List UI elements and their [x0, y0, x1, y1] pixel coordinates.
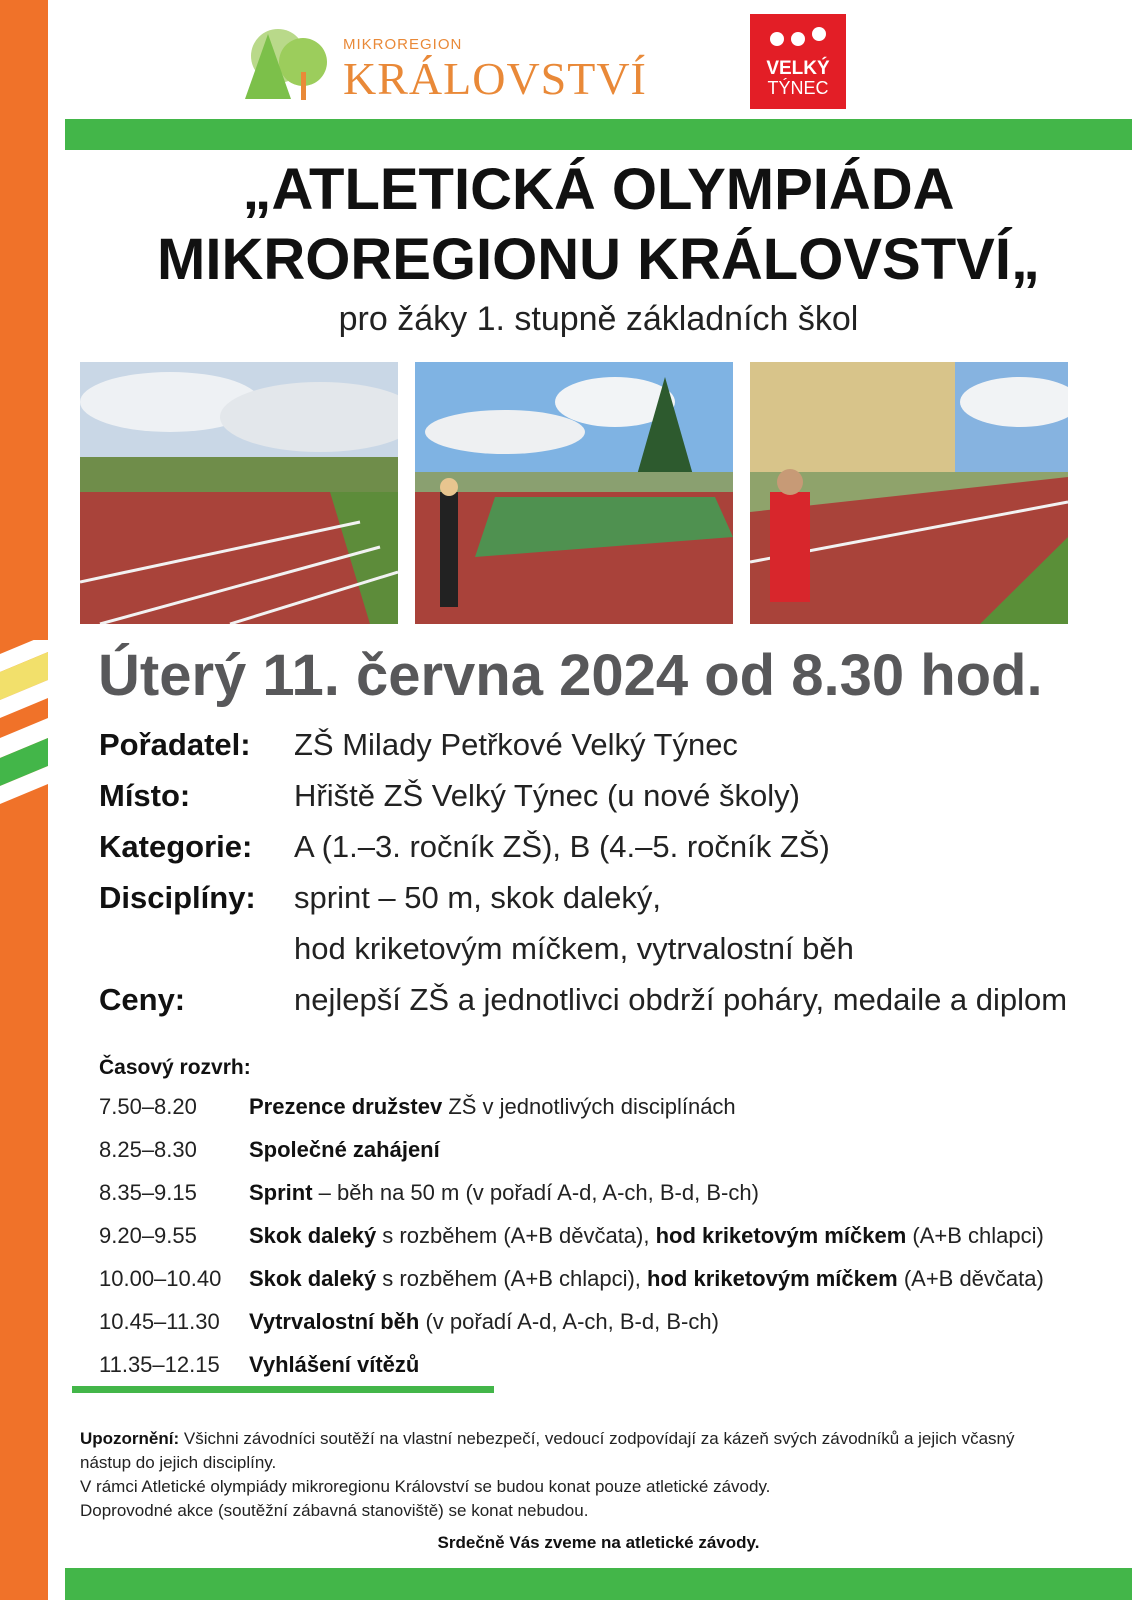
velky-tynec-line1: VELKÝ [766, 58, 830, 79]
info-label: Ceny: [99, 982, 186, 1017]
schedule-desc: Sprint – běh na 50 m (v pořadí A-d, A-ch, B-d, B-ch) [249, 1180, 759, 1205]
info-value: A (1.–3. ročník ZŠ), B (4.–5. ročník ZŠ) [294, 829, 830, 864]
title-line-1: „ATLETICKÁ OLYMPIÁDA [242, 157, 955, 222]
info-label: Pořadatel: [99, 727, 251, 762]
schedule-time: 7.50–8.20 [99, 1094, 197, 1119]
schedule-time: 11.35–12.15 [99, 1352, 220, 1377]
top-green-bar [65, 119, 1132, 150]
photo-3 [750, 362, 1068, 624]
schedule-time: 8.25–8.30 [99, 1137, 197, 1162]
schedule-title: Časový rozvrh: [99, 1056, 251, 1079]
notice-para-1: Upozornění: Všichni závodníci soutěží na vlastní nebezpečí, vedoucí zodpovídají za kázeň svých závodníků a jejich včasný nástup do jejich disciplíny. [80, 1429, 1015, 1472]
info-value: sprint – 50 m, skok daleký, [294, 880, 661, 915]
notice-para-3: Doprovodné akce (soutěžní zábavná stanoviště) se konat nebudou. [80, 1501, 589, 1520]
info-value: nejlepší ZŠ a jednotlivci obdrží poháry, medaile a diplom [294, 982, 1068, 1017]
schedule-desc: Společné zahájení [249, 1137, 440, 1162]
info-label: Kategorie: [99, 829, 253, 864]
divider-line [72, 1386, 494, 1393]
schedule-desc: Vyhlášení vítězů [249, 1352, 420, 1377]
velky-tynec-line2: TÝNEC [767, 78, 829, 98]
info-label: Disciplíny: [99, 880, 256, 915]
tree-logo-icon [243, 24, 343, 104]
page-title [65, 155, 1132, 295]
bottom-green-bar [65, 1568, 1132, 1600]
photo-2 [415, 362, 733, 624]
info-label: Místo: [99, 778, 191, 813]
schedule-time: 9.20–9.55 [99, 1223, 197, 1248]
info-value: hod kriketovým míčkem, vytrvalostní běh [294, 931, 854, 966]
logo-subtitle: MIKROREGION [343, 36, 463, 53]
photo-1 [80, 362, 398, 624]
title-line-2: MIKROREGIONU KRÁLOVSTVÍ„ [157, 227, 1040, 292]
velky-tynec-logo [750, 14, 846, 109]
notice-para-2: V rámci Atletické olympiády mikroregionu Království se budou konat pouze atletické závody. [80, 1477, 771, 1496]
schedule-desc: Vytrvalostní běh (v pořadí A-d, A-ch, B-d, B-ch) [249, 1309, 719, 1334]
notice-label: Upozornění: [80, 1429, 180, 1448]
event-date: Úterý 11. června 2024 od 8.30 hod. [98, 643, 1043, 708]
page-subtitle: pro žáky 1. stupně základních škol [338, 300, 859, 338]
schedule-time: 10.45–11.30 [99, 1309, 220, 1334]
left-stripes [0, 640, 48, 830]
info-value: ZŠ Milady Petřkové Velký Týnec [294, 727, 738, 762]
logo-title: KRÁLOVSTVÍ [343, 53, 647, 104]
kralovstvi-logo [243, 24, 647, 104]
notice [80, 1427, 1070, 1523]
info-value: Hřiště ZŠ Velký Týnec (u nové školy) [294, 778, 800, 813]
schedule-desc: Skok daleký s rozběhem (A+B děvčata), hod kriketovým míčkem (A+B chlapci) [249, 1223, 1044, 1248]
schedule-time: 10.00–10.40 [99, 1266, 222, 1291]
schedule-time: 8.35–9.15 [99, 1180, 197, 1205]
schedule-desc: Prezence družstev ZŠ v jednotlivých disciplínách [249, 1094, 736, 1119]
invitation: Srdečně Vás zveme na atletické závody. [437, 1533, 760, 1552]
schedule-desc: Skok daleký s rozběhem (A+B chlapci), hod kriketovým míčkem (A+B děvčata) [249, 1266, 1044, 1291]
